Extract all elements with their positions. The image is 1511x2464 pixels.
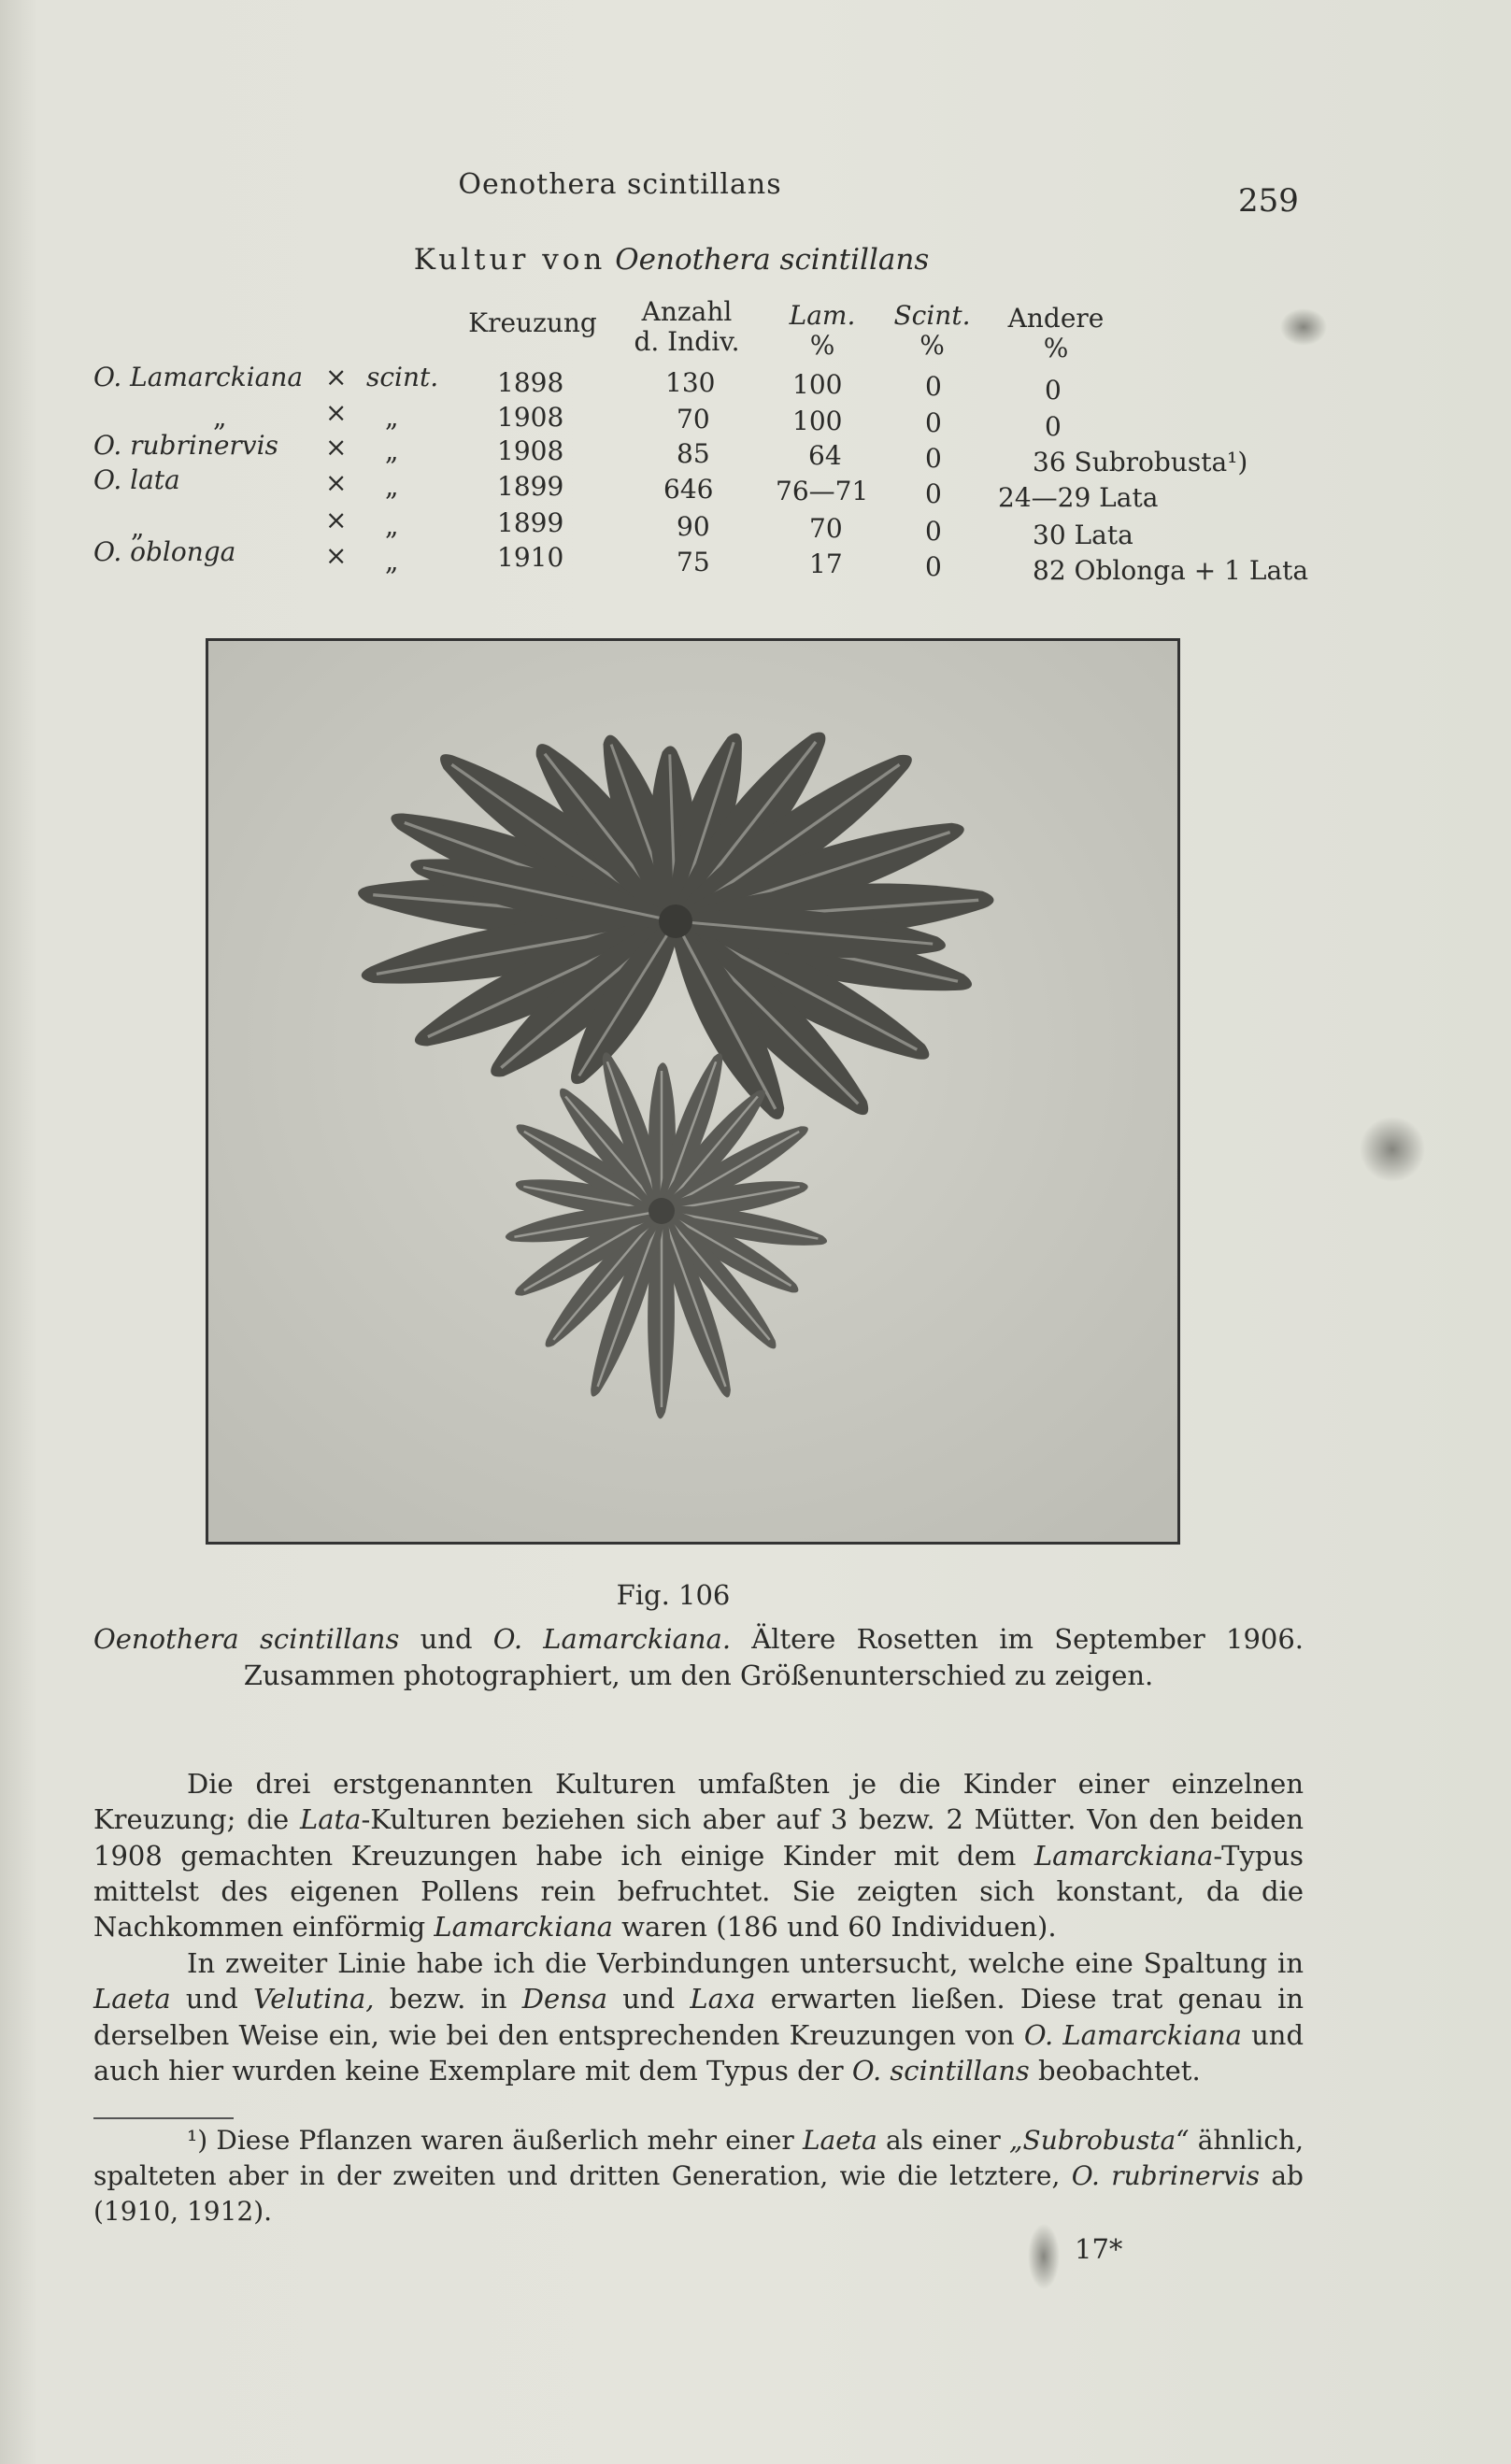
running-head: Oenothera scintillans [458, 168, 782, 201]
header-andere: Andere % [1007, 303, 1105, 364]
paragraph-1: Die drei erstgenannten Kulturen umfaßten je die Kinder einer einzelnen Kreuzung; die Lata-Kulturen beziehen sich aber auf 3 bezw. 2 Mütter. Von den beiden 1908 gemachten Kreuzungen habe ich einige Kinder mit dem Lamarckiana-Typus mittelst des eigenen Pollens rein befruchtet. Sie zeigten sich konstant, da die Nachkommen einförmig Lamarckiana waren (186 und 60 Individuen). [93, 1768, 1304, 1944]
signature-mark: 17* [1075, 2233, 1123, 2265]
header-scint: Scint. % [893, 300, 971, 362]
header-lam: Lam. % [789, 300, 856, 362]
figure-label: Fig. 106 [616, 1579, 731, 1611]
header-kreuzung: Kreuzung [468, 307, 597, 338]
ink-smudge [1360, 1117, 1425, 1182]
book-page: Oenothera scintillans 259 Kultur von Oenothera scintillans Kreuzung Anzahl d. Indiv. Lam. % Scint. % Andere % O. Lamarckiana × scint. 1898 130 100 0 0 „ × „ 1908 70 100 0 0 O. rubrinervis × „ 1908 85 64 0 36 Subrobusta¹) O. lata × „ 1899 646 76—71 0 24—29 Lata „ × „ 1899 90 70 0 30 Lata O. oblonga × „ 1910 75 17 0 82 Oblonga + 1 Lata Fig. 106 Oenothera scintillans und O. Lamarckiana. Ältere Rosetten im September 1906. Zusammen photographiert, um den Größenunterschied zu zeigen. Die drei erstgenannten Kulturen umfaßten je die Kinder einer einzelnen Kreuzung; die Lata-Kulturen beziehen sich aber auf 3 bezw. 2 Mütter. Von den beiden 1908 gemachten Kreuzungen habe ich einige Kinder mit dem Lamarckiana-Typus mittelst des eigenen Pollens rein befruchtet. Sie zeigten sich konstant, da die Nachkommen einförmig Lamarckiana waren (186 und 60 Individuen). In zweiter Linie habe ich die Verbindungen untersucht, welche eine Spaltung in Laeta und Velutina, bezw. in Densa und Laxa erwarten ließen. Diese trat genau in derselben Weise ein, wie bei den entsprechenden Kreuzungen von O. Lamarckiana und auch hier wurden keine Exemplare mit dem Typus der O. scintillans beobachtet. ¹) Diese Pflanzen waren äußerlich mehr einer Laeta als einer „Subrobusta“ ähnlich, spalteten aber in der zweiten und dritten Generation, wie die letztere, O. rubrinervis ab (1910, 1912). 17* [0, 0, 1511, 2464]
paragraph-2: In zweiter Linie habe ich die Verbindungen untersucht, welche eine Spaltung in Laeta und Velutina, bezw. in Densa und Laxa erwarten ließen. Diese trat genau in derselben Weise ein, wie bei den entsprechenden Kreuzungen von O. Lamarckiana und auch hier wurden keine Exemplare mit dem Typus der O. scintillans beobachtet. [93, 1947, 1304, 2087]
table-title: Kultur von Oenothera scintillans [413, 243, 930, 277]
footnote: ¹) Diese Pflanzen waren äußerlich mehr einer Laeta als einer „Subrobusta“ ähnlich, spalteten aber in der zweiten und dritten Generation, wie die letztere, O. rubrinervis ab (1910, 1912). [93, 2125, 1304, 2227]
page-number: 259 [1238, 182, 1299, 220]
ink-smudge [1028, 2224, 1060, 2289]
header-anzahl: Anzahl d. Indiv. [634, 296, 740, 358]
rosette-photograph [206, 638, 1180, 1545]
ink-smudge [1280, 308, 1327, 346]
figure-caption: Oenothera scintillans und O. Lamarckiana. Ältere Rosetten im September 1906. Zusammen photographiert, um den Größenunterschied zu zeigen. [93, 1623, 1304, 1692]
footnote-rule [93, 2117, 234, 2119]
